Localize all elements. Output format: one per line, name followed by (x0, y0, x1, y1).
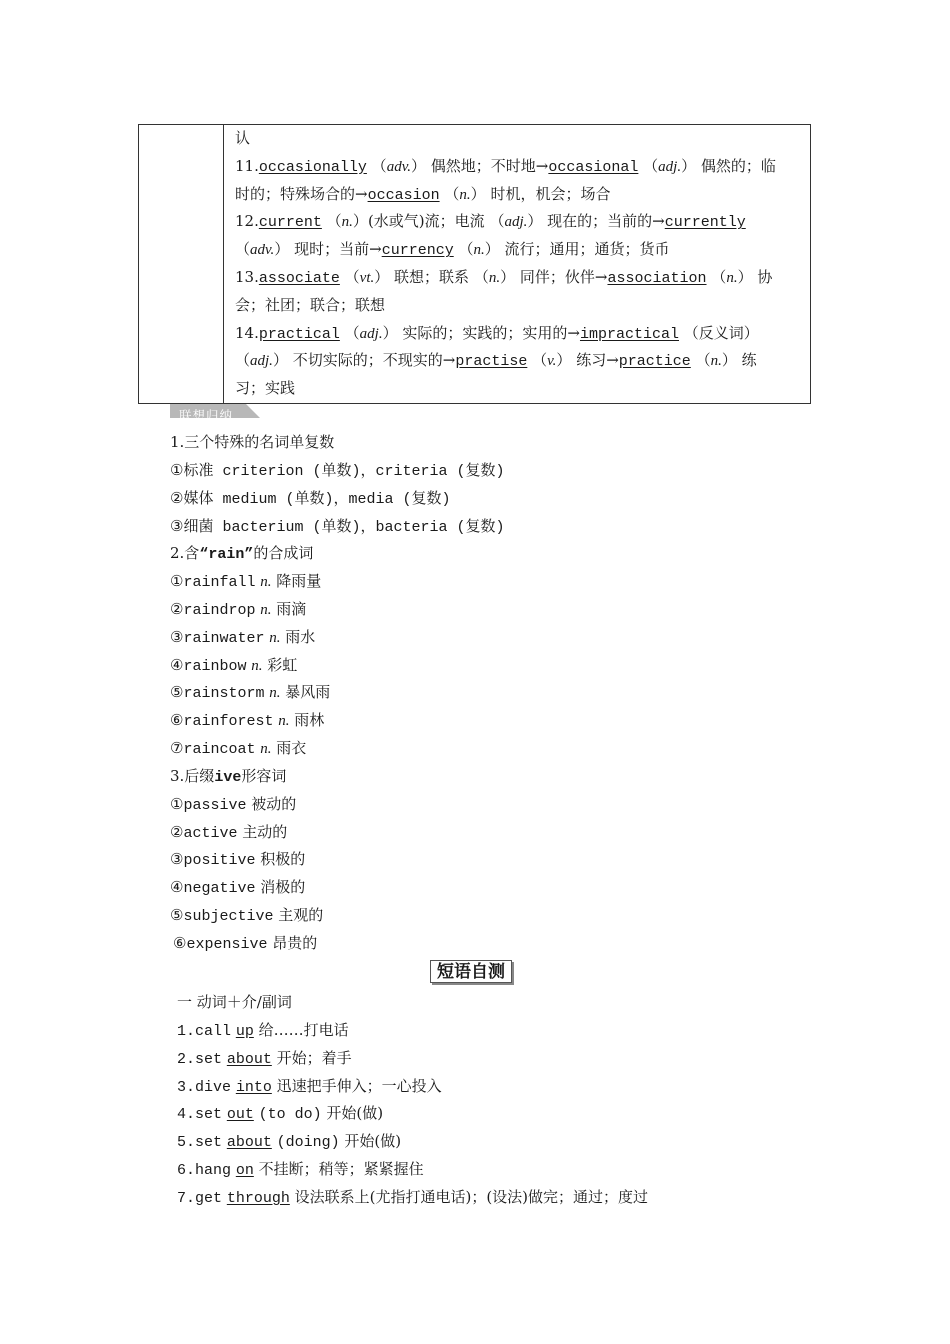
table-line (235, 125, 801, 153)
phrase-item: 1.call up 给……打电话 (177, 1021, 349, 1040)
vocab-word: impractical (579, 325, 679, 343)
part-of-speech: adj. (658, 158, 682, 175)
part-of-speech: n. (341, 214, 353, 231)
vocab-item-13-line2: 会；社团；联合；联想 (235, 295, 386, 314)
part-of-speech: vt. (359, 269, 375, 286)
phrase-item: 6.hang on 不挂断；稍等；紧紧握住 (177, 1160, 424, 1179)
list-item: ⑥expensive 昂贵的 (173, 934, 318, 953)
part-of-speech: n. (473, 242, 485, 259)
vocab-word: practise (455, 353, 528, 371)
part-of-speech: n. (710, 353, 722, 370)
vocab-word: practice (618, 353, 691, 371)
list-item: ①标准 criterion (单数)，criteria (复数) (170, 461, 505, 480)
list-item: ②媒体 medium (单数)，media (复数) (170, 489, 451, 508)
text-fragment: 认 (235, 129, 251, 147)
association-tag (170, 404, 262, 425)
list-item: ③细菌 bacterium (单数)，bacteria (复数) (170, 517, 505, 536)
list-item: ⑤rainstorm n. 暴风雨 (170, 683, 331, 702)
phrase-item: 4.set out (to do) 开始(做) (177, 1104, 384, 1123)
vocab-item-14-line1: 14.practical （adj.） 实际的；实践的；实用的→impractical （反义词） (235, 323, 759, 343)
phrase-item: 7.get through 设法联系上(尤指打通电话)；(设法)做完；通过；度过 (177, 1188, 649, 1207)
list-item: ①rainfall n. 降雨量 (170, 572, 322, 591)
table-content (235, 125, 801, 403)
group2-title: 2.含“rain”的合成词 (170, 544, 314, 563)
part-of-speech: v. (547, 353, 557, 370)
vocab-item-14-line3: 习；实践 (235, 379, 296, 398)
vocab-item-14-line2: （adj.） 不切实际的；不现实的→practise （v.） 练习→practice （n.） 练 (235, 351, 757, 371)
phrase-particle: up (235, 1023, 254, 1040)
vocab-word: occasional (548, 158, 639, 176)
part-of-speech: adv. (386, 158, 411, 175)
phrase-particle: into (235, 1079, 272, 1096)
phrase-particle: on (235, 1162, 254, 1179)
list-item: ⑤subjective 主观的 (170, 906, 324, 925)
phrase-item: 5.set about (doing) 开始(做) (177, 1132, 402, 1151)
vocab-item-11-line1: 11.occasionally （adv.） 偶然地；不时地→occasional （adj.） 偶然的；临 (235, 156, 776, 176)
part-of-speech: n. (726, 269, 738, 286)
vocab-word: association (607, 269, 707, 287)
vocab-word: occasionally (258, 158, 367, 176)
phrase-particle: about (226, 1134, 272, 1151)
phrase-particle: through (226, 1190, 290, 1207)
association-tag-label: 联想归纳 (179, 408, 234, 423)
section-heading: 短语自测 (430, 960, 512, 983)
vocab-word: currently (664, 214, 746, 232)
vocab-table (138, 124, 811, 404)
vocab-word: current (258, 214, 322, 232)
vocab-item-12-line1: 12.current （n.）(水或气)流；电流 （adj.） 现在的；当前的→currently (235, 212, 746, 232)
list-item: ①passive 被动的 (170, 795, 297, 814)
phrases-subtitle: 一 动词＋介/副词 (177, 993, 292, 1011)
phrase-item: 2.set about 开始；着手 (177, 1049, 352, 1068)
part-of-speech: adj. (359, 325, 383, 342)
list-item: ⑥rainforest n. 雨林 (170, 711, 325, 730)
part-of-speech: n. (488, 269, 501, 286)
vocab-word: currency (381, 242, 454, 260)
list-item: ③positive 积极的 (170, 850, 306, 869)
part-of-speech: adj. (250, 353, 273, 370)
vocab-word: practical (258, 325, 340, 343)
vocab-item-13-line1: 13.associate （vt.） 联想；联系 （n.） 同伴；伙伴→association （n.） 协 (235, 267, 773, 287)
vocab-item-12-line2: （adv.） 现时；当前→currency （n.） 流行；通用；通货；货币 (235, 240, 670, 260)
vocab-item-11-line2: 时的；特殊场合的→occasion （n.） 时机，机会；场合 (235, 184, 611, 204)
part-of-speech: n. (459, 186, 471, 203)
phrase-particle: out (226, 1106, 254, 1123)
group1-title: 1.三个特殊的名词单复数 (170, 433, 335, 451)
list-item: ②raindrop n. 雨滴 (170, 600, 307, 619)
list-item: ④negative 消极的 (170, 878, 306, 897)
part-of-speech: adj. (504, 214, 528, 231)
list-item: ⑦raincoat n. 雨衣 (170, 739, 307, 758)
phrase-item: 3.dive into 迅速把手伸入；一心投入 (177, 1077, 442, 1096)
phrase-particle: about (226, 1051, 272, 1068)
list-item: ②active 主动的 (170, 823, 288, 842)
part-of-speech: adv. (250, 242, 275, 259)
list-item: ③rainwater n. 雨水 (170, 628, 316, 647)
vocab-word: associate (258, 269, 340, 287)
group3-title: 3.后缀ive形容词 (170, 767, 287, 786)
table-left-column (139, 125, 224, 403)
vocab-word: occasion (367, 186, 440, 204)
list-item: ④rainbow n. 彩虹 (170, 656, 298, 675)
